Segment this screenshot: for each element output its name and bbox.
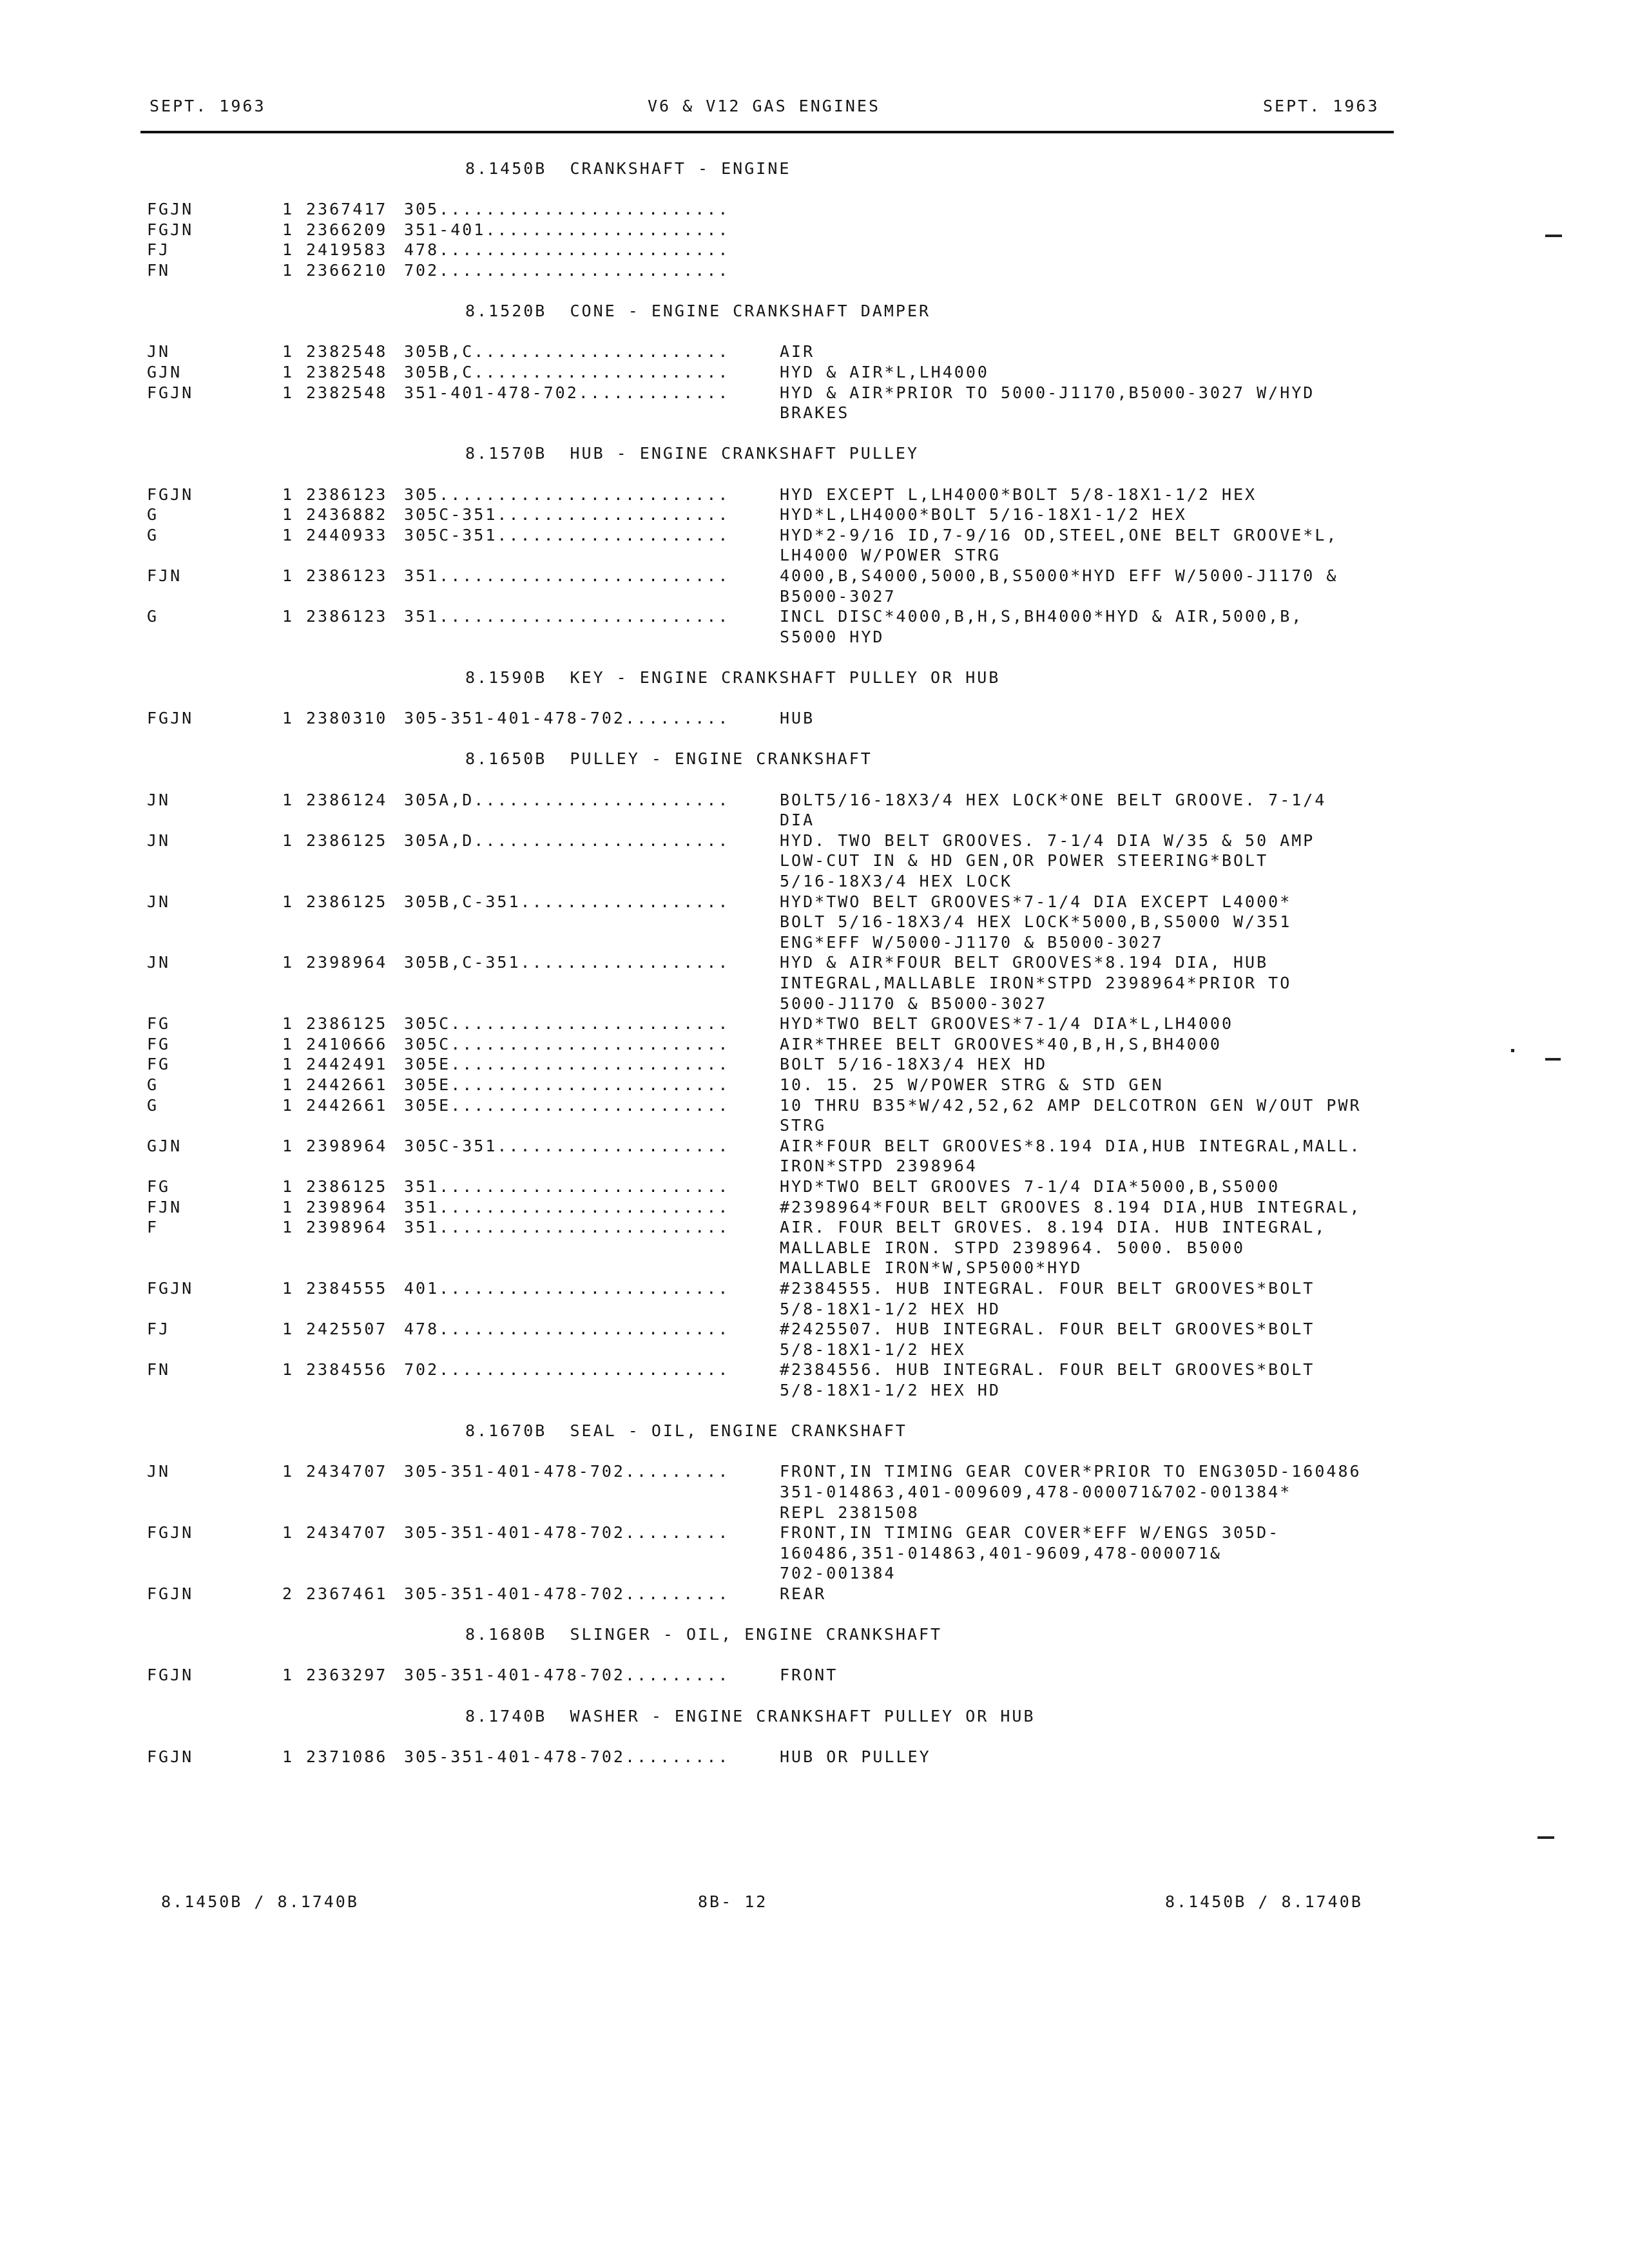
model-code: FN <box>147 261 171 280</box>
remark-line: LH4000 W/POWER STRG <box>780 546 1001 565</box>
quantity: 1 <box>282 240 294 260</box>
model-code: FGJN <box>147 1279 194 1298</box>
remark-line: HYD*L,LH4000*BOLT 5/16-18X1-1/2 HEX <box>780 505 1187 524</box>
model-code: JN <box>147 953 171 972</box>
model-code: FGJN <box>147 220 194 239</box>
remark-line: BOLT5/16-18X3/4 HEX LOCK*ONE BELT GROOVE. 7-1/4 <box>780 790 1327 809</box>
quantity: 1 <box>282 342 294 361</box>
model-code: JN <box>147 892 171 911</box>
remark-line: #2384555. HUB INTEGRAL. FOUR BELT GROOVES*BOLT <box>780 1279 1315 1298</box>
section-title: 8.1650B PULLEY - ENGINE CRANKSHAFT <box>465 749 872 769</box>
quantity: 1 <box>282 1360 294 1379</box>
quantity: 1 <box>282 892 294 911</box>
part-number: 2366210 <box>306 261 388 280</box>
part-number: 2436882 <box>306 505 388 524</box>
remark-line: 10 THRU B35*W/42,52,62 AMP DELCOTRON GEN W/OUT PWR <box>780 1095 1362 1115</box>
part-number: 2442661 <box>306 1095 388 1115</box>
section-title: 8.1590B KEY - ENGINE CRANKSHAFT PULLEY OR HUB <box>465 668 1001 687</box>
engine-application: 351......................... <box>404 607 730 626</box>
part-number: 2380310 <box>306 709 388 728</box>
remark-line: ENG*EFF W/5000-J1170 & B5000-3027 <box>780 932 1164 952</box>
header-right: SEPT. 1963 <box>1263 97 1380 115</box>
engine-application: 351-401-478-702............. <box>404 383 730 402</box>
model-code: FGJN <box>147 485 194 504</box>
part-number: 2398964 <box>306 953 388 972</box>
part-number: 2367417 <box>306 200 388 219</box>
engine-application: 305A,D...................... <box>404 831 730 850</box>
quantity: 1 <box>282 1218 294 1237</box>
remark-line: MALLABLE IRON*W,SP5000*HYD <box>780 1258 1083 1278</box>
footer-page-number: 8B- 12 <box>698 1892 768 1911</box>
part-number: 2386125 <box>306 1177 388 1196</box>
remark-line: HYD*TWO BELT GROOVES*7-1/4 DIA EXCEPT L4000* <box>780 892 1292 911</box>
engine-application: 305C-351.................... <box>404 505 730 524</box>
engine-application: 702......................... <box>404 1360 730 1379</box>
part-number: 2419583 <box>306 240 388 260</box>
quantity: 1 <box>282 1462 294 1481</box>
remark-line: 10. 15. 25 W/POWER STRG & STD GEN <box>780 1075 1164 1094</box>
quantity: 1 <box>282 1279 294 1298</box>
remark-line: B5000-3027 <box>780 586 896 606</box>
part-number: 2442491 <box>306 1055 388 1074</box>
engine-application: 305-351-401-478-702......... <box>404 1666 730 1685</box>
margin-mark <box>1545 235 1562 237</box>
remark-line: HUB OR PULLEY <box>780 1747 931 1766</box>
quantity: 1 <box>282 383 294 402</box>
part-number: 2386125 <box>306 1014 388 1033</box>
engine-application: 305E........................ <box>404 1055 730 1074</box>
part-number: 2363297 <box>306 1666 388 1685</box>
part-number: 2398964 <box>306 1218 388 1237</box>
model-code: FN <box>147 1360 171 1379</box>
model-code: JN <box>147 831 171 850</box>
part-number: 2425507 <box>306 1320 388 1339</box>
quantity: 1 <box>282 1136 294 1155</box>
engine-application: 305C........................ <box>404 1014 730 1033</box>
margin-mark <box>1545 1058 1561 1061</box>
engine-application: 305C-351.................... <box>404 1136 730 1155</box>
engine-application: 305C........................ <box>404 1034 730 1053</box>
part-number: 2386125 <box>306 831 388 850</box>
quantity: 1 <box>282 1075 294 1094</box>
remark-line: HYD*2-9/16 ID,7-9/16 OD,STEEL,ONE BELT GROOVE*L, <box>780 525 1338 544</box>
engine-application: 351-401..................... <box>404 220 730 239</box>
engine-application: 305E........................ <box>404 1095 730 1115</box>
remark-line: 5/16-18X3/4 HEX LOCK <box>780 871 1013 890</box>
remark-line: BOLT 5/16-18X3/4 HEX HD <box>780 1055 1048 1074</box>
model-code: FGJN <box>147 1584 194 1603</box>
remark-line: AIR <box>780 342 815 361</box>
quantity: 1 <box>282 607 294 626</box>
model-code: FJ <box>147 240 171 260</box>
model-code: JN <box>147 1462 171 1481</box>
quantity: 1 <box>282 525 294 544</box>
part-number: 2386124 <box>306 790 388 809</box>
quantity: 1 <box>282 505 294 524</box>
remark-line: HYD & AIR*PRIOR TO 5000-J1170,B5000-3027 W/HYD <box>780 383 1315 402</box>
part-number: 2410666 <box>306 1034 388 1053</box>
quantity: 1 <box>282 1014 294 1033</box>
engine-application: 305B,C...................... <box>404 342 730 361</box>
model-code: GJN <box>147 363 182 381</box>
model-code: G <box>147 525 159 544</box>
quantity: 1 <box>282 953 294 972</box>
header-rule <box>140 131 1394 133</box>
remark-line: STRG <box>780 1116 827 1135</box>
engine-application: 305-351-401-478-702......... <box>404 1584 730 1603</box>
remark-line: AIR*FOUR BELT GROOVES*8.194 DIA,HUB INTEGRAL,MALL. <box>780 1136 1362 1155</box>
model-code: FGJN <box>147 1523 194 1542</box>
remark-line: FRONT,IN TIMING GEAR COVER*EFF W/ENGS 305D- <box>780 1523 1280 1542</box>
model-code: F <box>147 1218 159 1237</box>
part-number: 2382548 <box>306 383 388 402</box>
quantity: 1 <box>282 363 294 381</box>
model-code: GJN <box>147 1136 182 1155</box>
margin-mark <box>1537 1836 1554 1839</box>
model-code: FJ <box>147 1320 171 1339</box>
engine-application: 305B,C-351.................. <box>404 892 730 911</box>
remark-line: HYD & AIR*L,LH4000 <box>780 363 989 381</box>
model-code: FGJN <box>147 383 194 402</box>
quantity: 1 <box>282 1523 294 1542</box>
engine-application: 305......................... <box>404 485 730 504</box>
remark-line: 702-001384 <box>780 1564 896 1583</box>
remark-line: FRONT <box>780 1666 838 1685</box>
remark-line: S5000 HYD <box>780 627 885 646</box>
engine-application: 305E........................ <box>404 1075 730 1094</box>
part-number: 2434707 <box>306 1462 388 1481</box>
engine-application: 351......................... <box>404 1197 730 1216</box>
model-code: FG <box>147 1034 171 1053</box>
quantity: 1 <box>282 1055 294 1074</box>
part-number: 2371086 <box>306 1747 388 1766</box>
footer-left: 8.1450B / 8.1740B <box>161 1892 359 1911</box>
quantity: 1 <box>282 1666 294 1685</box>
quantity: 1 <box>282 1034 294 1053</box>
quantity: 1 <box>282 709 294 728</box>
engine-application: 478......................... <box>404 240 730 260</box>
remark-line: 351-014863,401-009609,478-000071&702-001384* <box>780 1482 1292 1501</box>
quantity: 1 <box>282 1197 294 1216</box>
part-number: 2384556 <box>306 1360 388 1379</box>
model-code: G <box>147 505 159 524</box>
model-code: FGJN <box>147 200 194 219</box>
remark-line: DIA <box>780 811 815 830</box>
remark-line: 5000-J1170 & B5000-3027 <box>780 994 1048 1013</box>
remark-line: AIR*THREE BELT GROOVES*40,B,H,S,BH4000 <box>780 1034 1222 1053</box>
remark-line: #2384556. HUB INTEGRAL. FOUR BELT GROOVES*BOLT <box>780 1360 1315 1379</box>
remark-line: IRON*STPD 2398964 <box>780 1157 978 1176</box>
engine-application: 702......................... <box>404 261 730 280</box>
remark-line: BRAKES <box>780 403 850 423</box>
quantity: 1 <box>282 1320 294 1339</box>
remark-line: REPL 2381508 <box>780 1503 920 1522</box>
model-code: JN <box>147 342 171 361</box>
remark-line: #2425507. HUB INTEGRAL. FOUR BELT GROOVES*BOLT <box>780 1320 1315 1339</box>
footer-right: 8.1450B / 8.1740B <box>1165 1892 1363 1911</box>
part-number: 2386123 <box>306 566 388 585</box>
part-number: 2386123 <box>306 607 388 626</box>
remark-line: HYD & AIR*FOUR BELT GROOVES*8.194 DIA, HUB <box>780 953 1269 972</box>
remark-line: 5/8-18X1-1/2 HEX <box>780 1340 966 1359</box>
quantity: 1 <box>282 831 294 850</box>
remark-line: BOLT 5/16-18X3/4 HEX LOCK*5000,B,S5000 W/351 <box>780 912 1292 932</box>
model-code: FGJN <box>147 1666 194 1685</box>
model-code: FG <box>147 1177 171 1196</box>
quantity: 1 <box>282 485 294 504</box>
remark-line: MALLABLE IRON. STPD 2398964. 5000. B5000 <box>780 1238 1246 1257</box>
remark-line: HYD. TWO BELT GROOVES. 7-1/4 DIA W/35 & 50 AMP <box>780 831 1315 850</box>
remark-line: HYD EXCEPT L,LH4000*BOLT 5/8-18X1-1/2 HEX <box>780 485 1257 504</box>
part-number: 2382548 <box>306 342 388 361</box>
model-code: G <box>147 1075 159 1094</box>
quantity: 2 <box>282 1584 294 1603</box>
quantity: 1 <box>282 1177 294 1196</box>
margin-mark <box>1511 1049 1514 1052</box>
model-code: FJN <box>147 566 182 585</box>
engine-application: 305B,C-351.................. <box>404 953 730 972</box>
section-title: 8.1570B HUB - ENGINE CRANKSHAFT PULLEY <box>465 444 919 463</box>
engine-application: 478......................... <box>404 1320 730 1339</box>
engine-application: 305......................... <box>404 200 730 219</box>
remark-line: FRONT,IN TIMING GEAR COVER*PRIOR TO ENG305D-160486 <box>780 1462 1362 1481</box>
section-title: 8.1670B SEAL - OIL, ENGINE CRANKSHAFT <box>465 1421 907 1441</box>
engine-application: 305-351-401-478-702......... <box>404 1747 730 1766</box>
remark-line: 5/8-18X1-1/2 HEX HD <box>780 1299 1001 1318</box>
remark-line: LOW-CUT IN & HD GEN,OR POWER STEERING*BOLT <box>780 851 1269 870</box>
model-code: FG <box>147 1014 171 1033</box>
part-number: 2386123 <box>306 485 388 504</box>
section-title: 8.1520B CONE - ENGINE CRANKSHAFT DAMPER <box>465 302 931 321</box>
engine-application: 351......................... <box>404 566 730 585</box>
part-number: 2384555 <box>306 1279 388 1298</box>
engine-application: 305-351-401-478-702......... <box>404 1523 730 1542</box>
remark-line: #2398964*FOUR BELT GROOVES 8.194 DIA,HUB INTEGRAL, <box>780 1197 1362 1216</box>
quantity: 1 <box>282 566 294 585</box>
part-number: 2398964 <box>306 1136 388 1155</box>
part-number: 2434707 <box>306 1523 388 1542</box>
part-number: 2366209 <box>306 220 388 239</box>
remark-line: INTEGRAL,MALLABLE IRON*STPD 2398964*PRIOR TO <box>780 973 1292 992</box>
model-code: FGJN <box>147 709 194 728</box>
engine-application: 305A,D...................... <box>404 790 730 809</box>
model-code: G <box>147 1095 159 1115</box>
engine-application: 305B,C...................... <box>404 363 730 381</box>
part-number: 2440933 <box>306 525 388 544</box>
quantity: 1 <box>282 1747 294 1766</box>
part-number: 2386125 <box>306 892 388 911</box>
engine-application: 305C-351.................... <box>404 525 730 544</box>
remark-line: HYD*TWO BELT GROOVES*7-1/4 DIA*L,LH4000 <box>780 1014 1233 1033</box>
engine-application: 305-351-401-478-702......... <box>404 1462 730 1481</box>
section-title: 8.1680B SLINGER - OIL, ENGINE CRANKSHAFT <box>465 1625 943 1644</box>
model-code: G <box>147 607 159 626</box>
quantity: 1 <box>282 220 294 239</box>
model-code: FG <box>147 1055 171 1074</box>
quantity: 1 <box>282 261 294 280</box>
part-number: 2398964 <box>306 1197 388 1216</box>
section-title: 8.1740B WASHER - ENGINE CRANKSHAFT PULLEY OR HUB <box>465 1706 1036 1725</box>
remark-line: REAR <box>780 1584 827 1603</box>
header-left: SEPT. 1963 <box>149 97 266 115</box>
remark-line: 160486,351-014863,401-9609,478-000071& <box>780 1543 1222 1562</box>
remark-line: 5/8-18X1-1/2 HEX HD <box>780 1380 1001 1399</box>
engine-application: 305-351-401-478-702......... <box>404 709 730 728</box>
remark-line: 4000,B,S4000,5000,B,S5000*HYD EFF W/5000-J1170 & <box>780 566 1338 585</box>
part-number: 2367461 <box>306 1584 388 1603</box>
quantity: 1 <box>282 790 294 809</box>
model-code: FJN <box>147 1197 182 1216</box>
header-title: V6 & V12 GAS ENGINES <box>648 97 881 115</box>
model-code: FGJN <box>147 1747 194 1766</box>
engine-application: 401......................... <box>404 1279 730 1298</box>
remark-line: HUB <box>780 709 815 728</box>
remark-line: INCL DISC*4000,B,H,S,BH4000*HYD & AIR,5000,B, <box>780 607 1304 626</box>
part-number: 2382548 <box>306 363 388 381</box>
quantity: 1 <box>282 200 294 219</box>
engine-application: 351......................... <box>404 1177 730 1196</box>
part-number: 2442661 <box>306 1075 388 1094</box>
quantity: 1 <box>282 1095 294 1115</box>
remark-line: HYD*TWO BELT GROOVES 7-1/4 DIA*5000,B,S5000 <box>780 1177 1280 1196</box>
section-title: 8.1450B CRANKSHAFT - ENGINE <box>465 159 791 178</box>
engine-application: 351......................... <box>404 1218 730 1237</box>
remark-line: AIR. FOUR BELT GROVES. 8.194 DIA. HUB INTEGRAL, <box>780 1218 1327 1237</box>
model-code: JN <box>147 790 171 809</box>
